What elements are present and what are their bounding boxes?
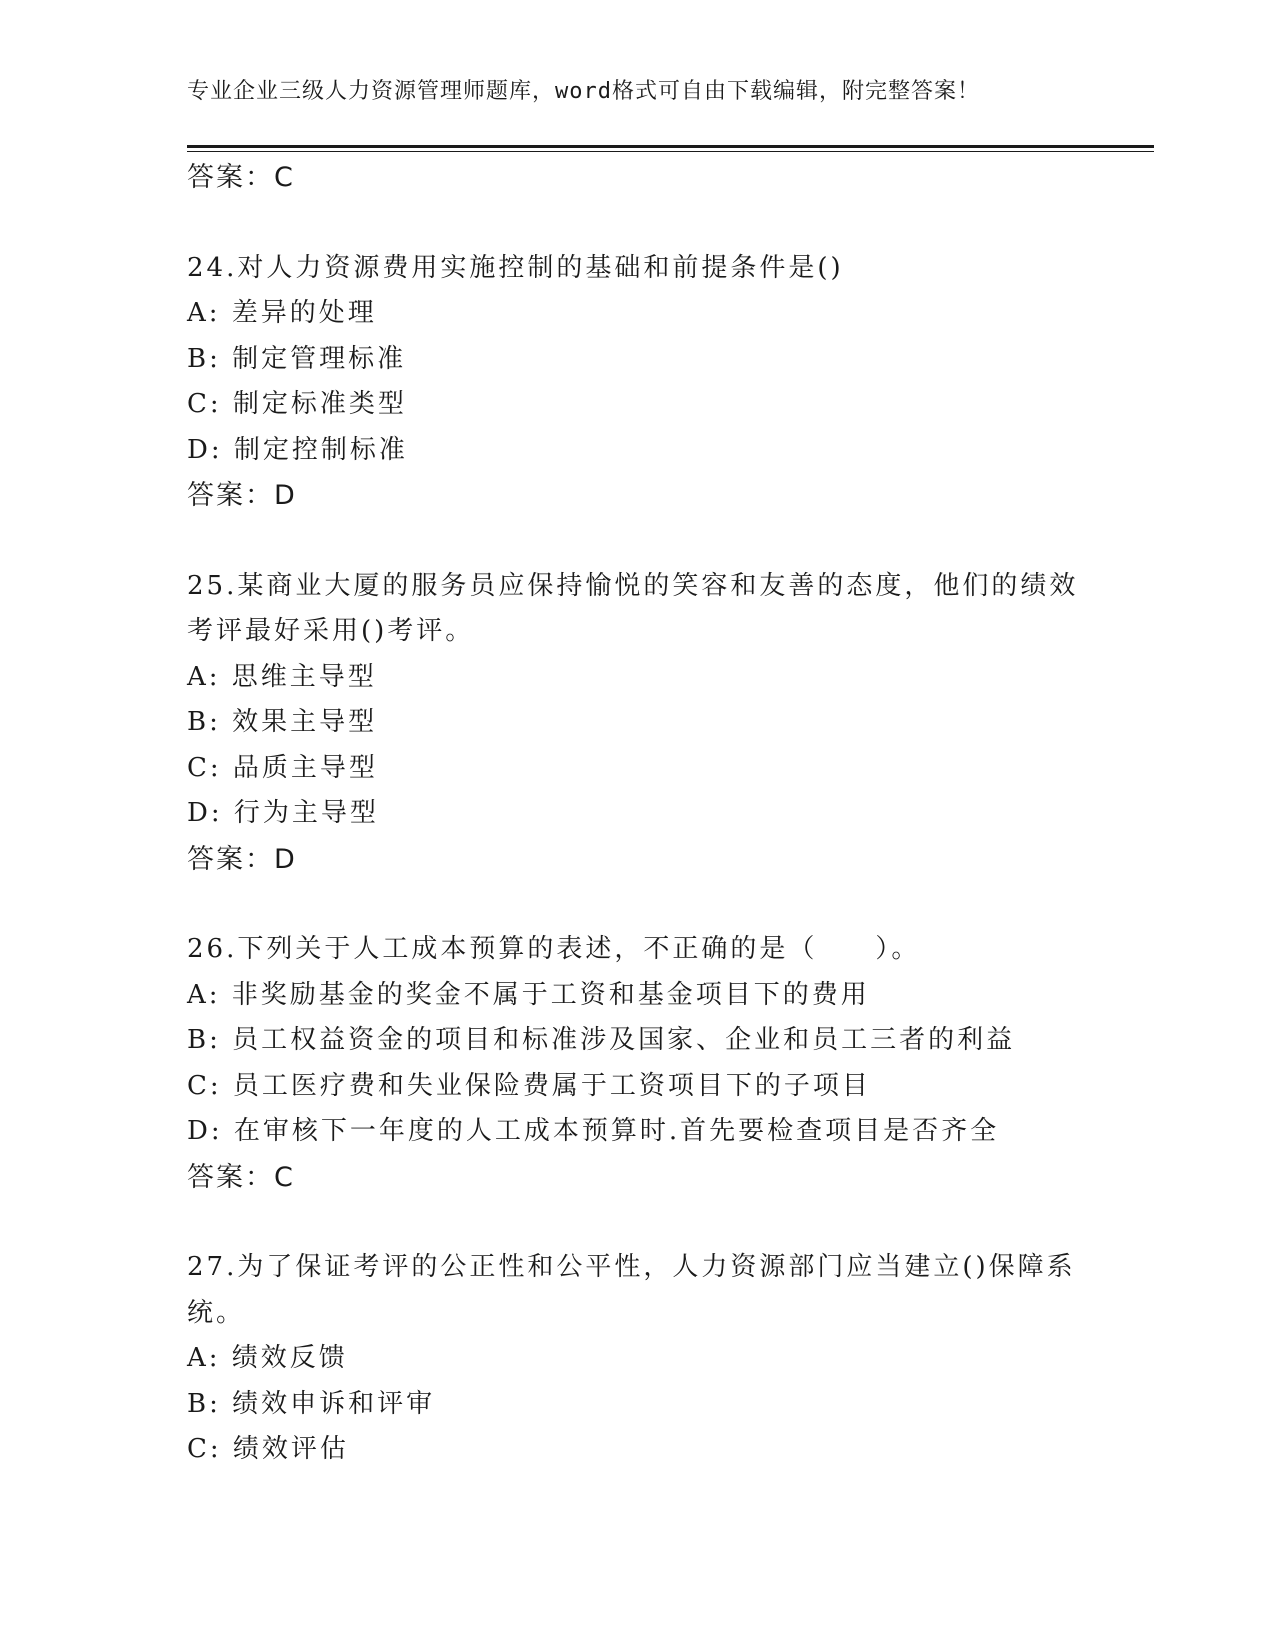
document-body [187, 155, 1087, 1473]
option-b: B: 效果主导型 [187, 707, 378, 737]
answer: 答案：D [187, 480, 297, 511]
question-24 [187, 246, 1087, 519]
header-rule-thick [187, 145, 1154, 148]
option-a: A: 绩效反馈 [187, 1343, 348, 1373]
option-d: D: 制定控制标准 [187, 434, 408, 465]
option-c: C: 品质主导型 [187, 752, 378, 783]
header-rule-thin [187, 151, 1154, 152]
option-b: B: 绩效申诉和评审 [187, 1388, 436, 1419]
option-c: C: 绩效评估 [187, 1434, 349, 1464]
spacer [187, 882, 1087, 927]
question-stem: 26.下列关于人工成本预算的表述，不正确的是（ ）。 [187, 934, 921, 964]
question-stem: 24.对人力资源费用实施控制的基础和前提条件是() [187, 252, 844, 283]
option-b: B: 员工权益资金的项目和标准涉及国家、企业和员工三者的利益 [187, 1025, 1016, 1055]
question-26 [187, 927, 1087, 1200]
question-stem: 25.某商业大厦的服务员应保持愉悦的笑容和友善的态度，他们的绩效 [187, 570, 1079, 601]
option-a: A: 思维主导型 [187, 661, 377, 692]
answer: 答案：D [187, 843, 297, 875]
question-stem-continued: 考评最好采用()考评。 [187, 616, 475, 646]
option-b: B: 制定管理标准 [187, 343, 407, 374]
spacer [187, 1200, 1087, 1245]
question-25 [187, 564, 1087, 883]
spacer [187, 201, 1087, 246]
option-d: D: 行为主导型 [187, 798, 379, 828]
option-c: C: 制定标准类型 [187, 389, 407, 419]
option-c: C: 员工医疗费和失业保险费属于工资项目下的子项目 [187, 1070, 871, 1101]
option-a: A: 差异的处理 [187, 298, 377, 328]
previous-answer: 答案：C [187, 162, 295, 193]
answer: 答案：C [187, 1161, 295, 1193]
question-27 [187, 1245, 1087, 1473]
spacer [187, 519, 1087, 564]
option-d: D: 在审核下一年度的人工成本预算时.首先要检查项目是否齐全 [187, 1116, 1000, 1146]
question-stem-continued: 统。 [187, 1297, 246, 1328]
question-stem: 27.为了保证考评的公正性和公平性，人力资源部门应当建立()保障系 [187, 1252, 1076, 1282]
option-a: A: 非奖励基金的奖金不属于工资和基金项目下的费用 [187, 979, 870, 1010]
document-header: 专业企业三级人力资源管理师题库，word格式可自由下载编辑，附完整答案！ [187, 79, 980, 104]
